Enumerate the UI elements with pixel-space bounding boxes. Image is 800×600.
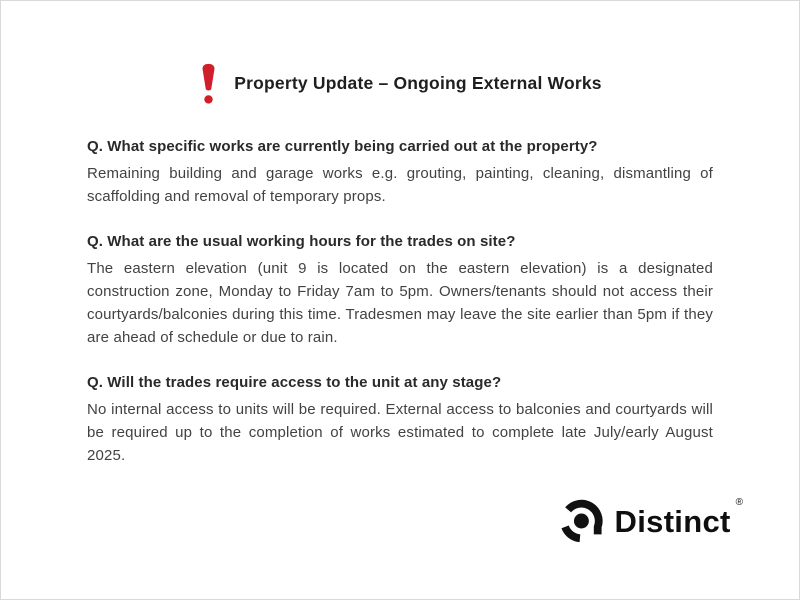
registered-trademark: ® [735,497,743,508]
page-title: Property Update – Ongoing External Works [234,72,602,93]
faq-question: Q. What specific works are currently being carried out at the property? [87,138,598,155]
exclamation-icon [198,61,219,105]
faq-question: Q. What are the usual working hours for the trades on site? [87,232,516,250]
header [1,1,799,105]
brand-footer [558,495,743,547]
faq-answer: The eastern elevation (unit 9 is located on the eastern elevation) is a designated construction zone, Monday to Friday 7am to 5pm. Owners/tenants should not access their courtyards/balconies during this time. Tradesmen may leave the site earlier than 5pm if they are ahead of schedule or due to rain. [87,259,713,347]
faq-question: Q. Will the trades require access to the unit at any stage? [87,373,502,391]
faq-answer: Remaining building and garage works e.g. grouting, painting, cleaning, dismantling of scaffolding and removal of temporary props. [87,165,713,206]
distinct-logo-mark [558,495,610,547]
faq-content [1,105,799,467]
brand-name: Distinct [614,503,731,539]
faq-item [87,138,713,209]
faq-item [87,233,713,350]
faq-item [87,374,713,468]
faq-answer: No internal access to units will be required. External access to balconies and courtyards will be required up to the completion of works estimated to complete late July/early August 2025. [87,400,713,464]
